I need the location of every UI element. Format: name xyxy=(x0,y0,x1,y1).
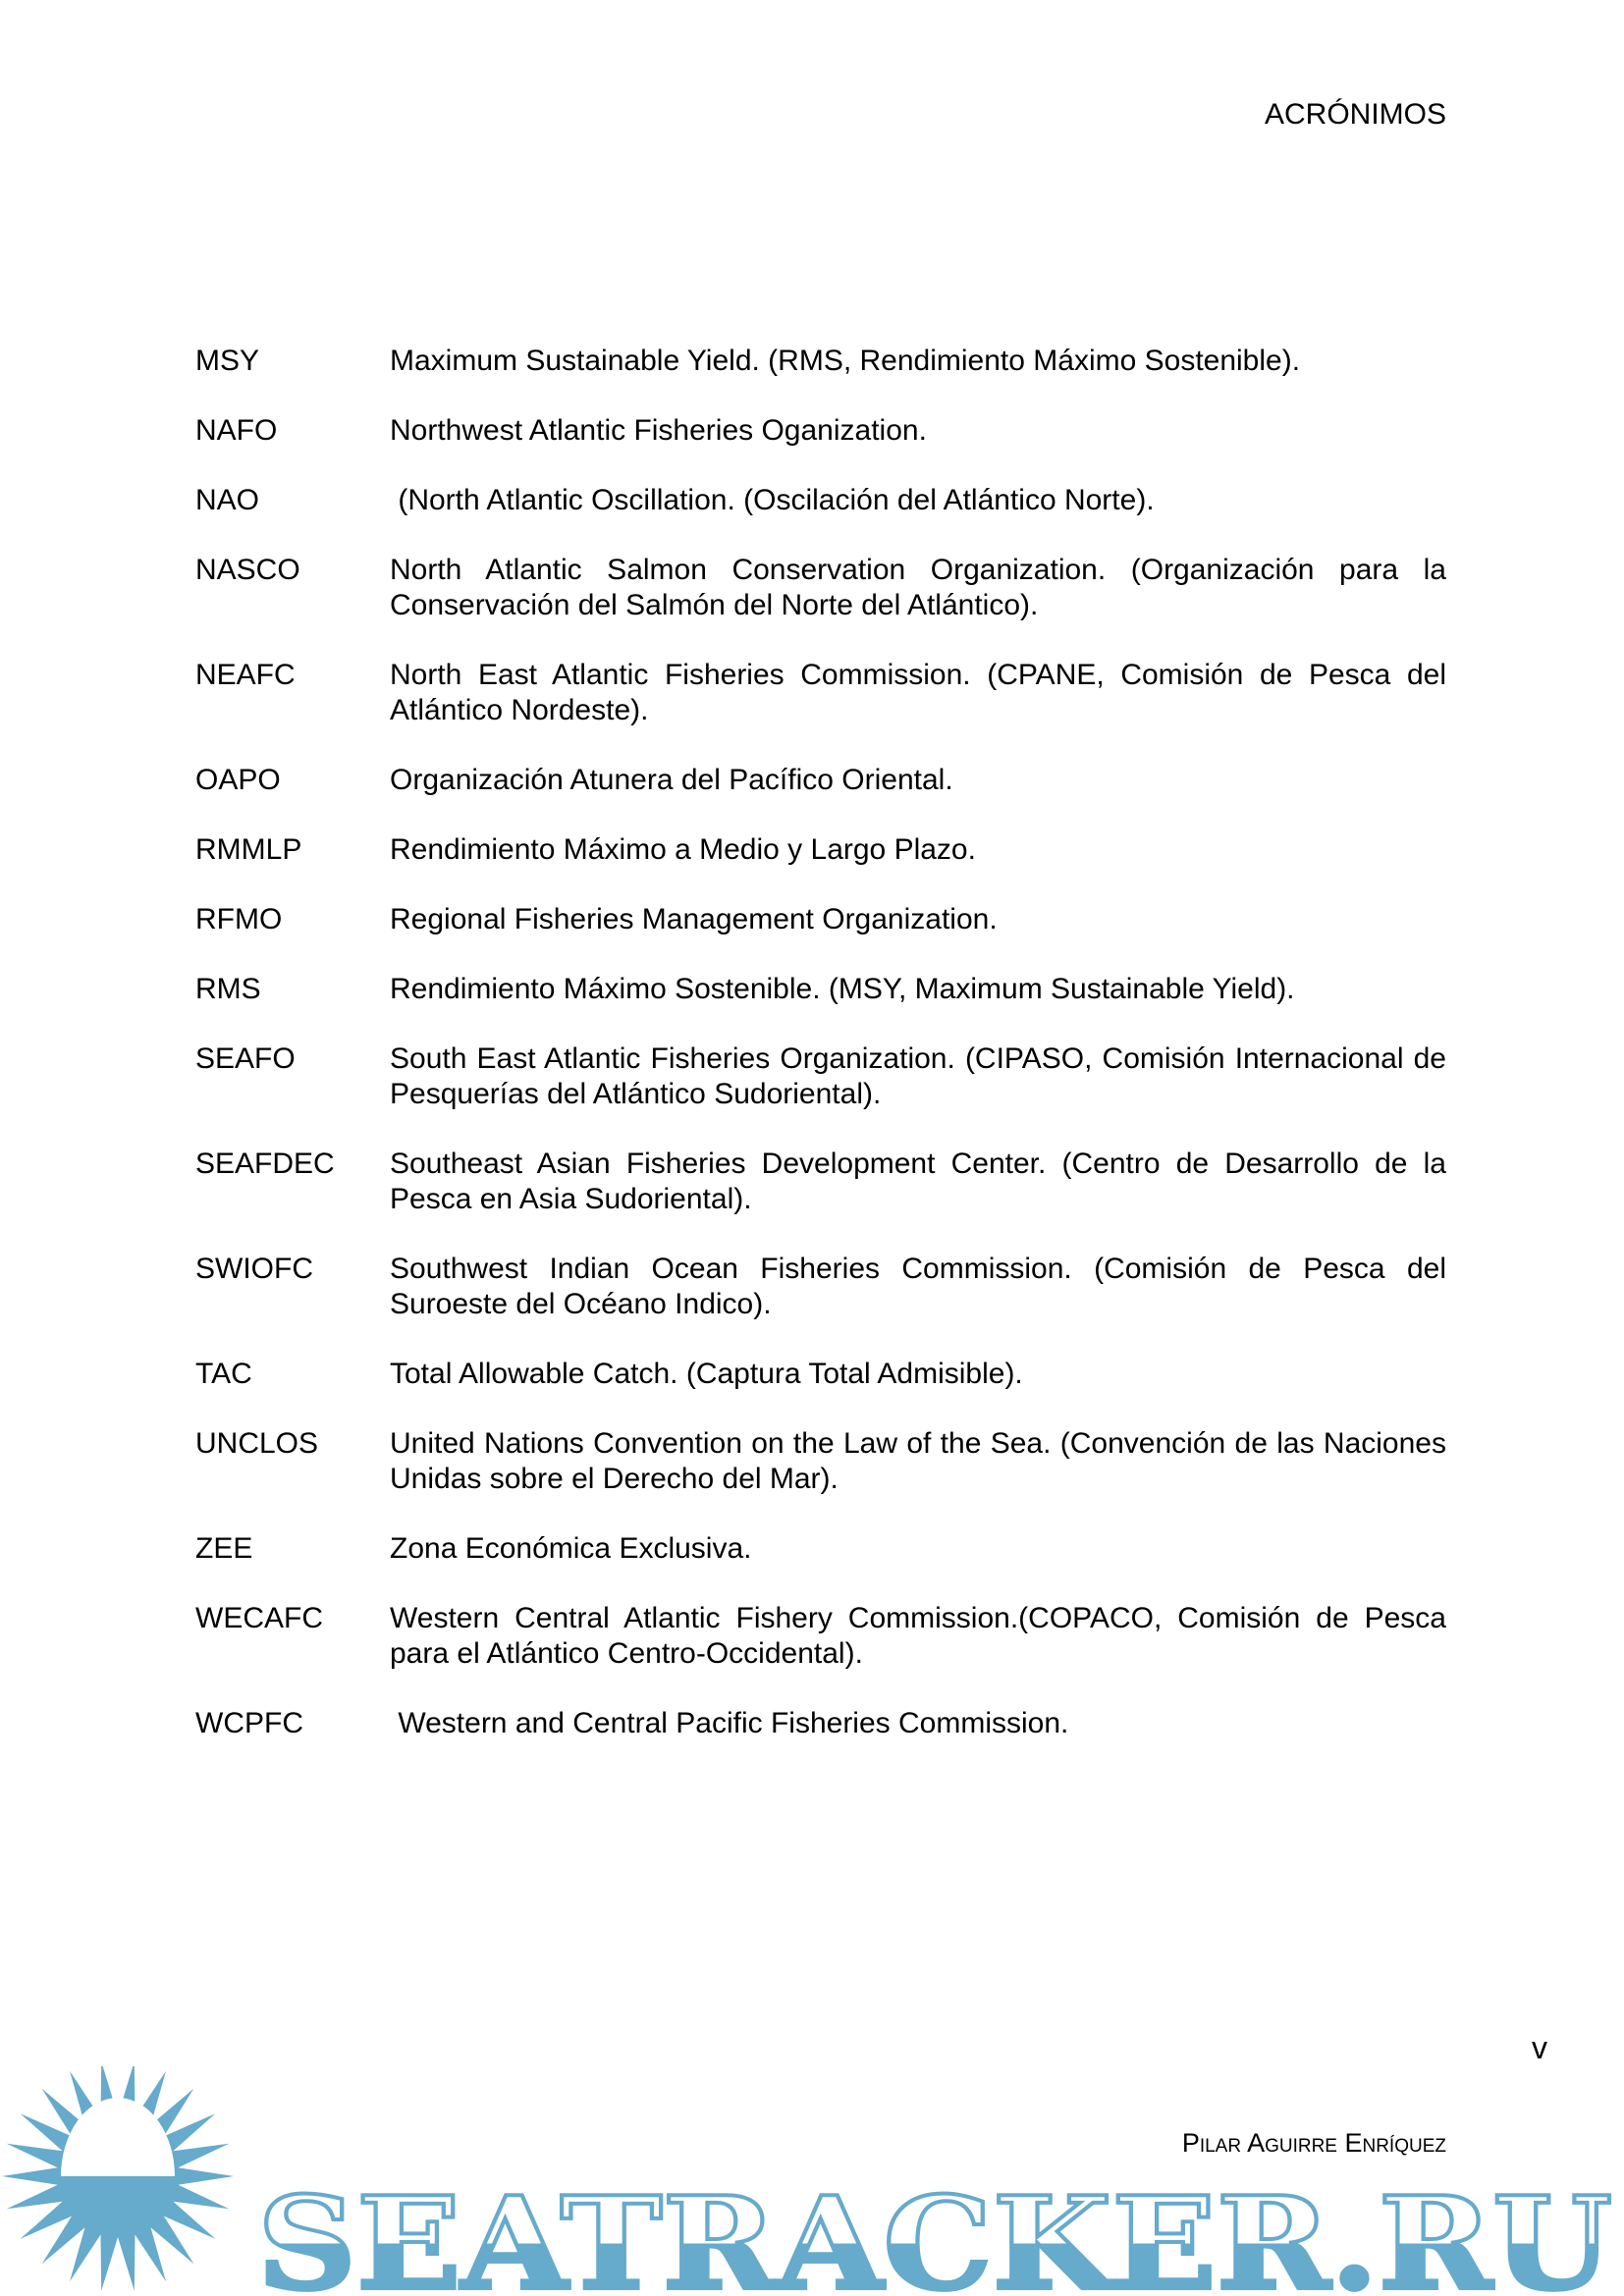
acronym-entry xyxy=(195,1601,1455,1672)
acronym: RMS xyxy=(195,973,261,1005)
acronym-definition: Regional Fisheries Management Organization. xyxy=(390,903,998,935)
acronym: NAO xyxy=(195,484,260,516)
acronym-entry xyxy=(195,902,1446,937)
acronym: MSY xyxy=(195,345,260,377)
acronym-definition: United Nations Convention on the Law of the Sea. (Convención de las Naciones Unidas sobre el Derecho del Mar). xyxy=(390,1427,1455,1495)
acronym-entry xyxy=(195,658,1453,728)
acronym-entry xyxy=(195,344,1446,379)
acronym-definition: Rendimiento Máximo a Medio y Largo Plazo. xyxy=(390,833,976,866)
page-number: v xyxy=(1532,2030,1547,2065)
acronym-definition: Western Central Atlantic Fishery Commission.(COPACO, Comisión de Pesca para el Atlántico Centro-Occidental). xyxy=(390,1602,1455,1670)
acronym-entry xyxy=(195,1706,1446,1741)
acronym: UNCLOS xyxy=(195,1427,319,1460)
acronym: RFMO xyxy=(195,903,283,935)
acronym-entry xyxy=(195,413,1446,449)
acronym-definition: Zona Económica Exclusiva. xyxy=(390,1532,752,1565)
acronym-entry xyxy=(195,832,1446,868)
acronym-entry xyxy=(195,972,1446,1007)
acronym-definition: Southwest Indian Ocean Fisheries Commission. (Comisión de Pesca del Suroeste del Océano Indico). xyxy=(390,1253,1455,1320)
acronym-entry xyxy=(195,483,1446,518)
acronym-definition: Northwest Atlantic Fisheries Oganization. xyxy=(390,414,927,447)
acronym-definition: Rendimiento Máximo Sostenible. (MSY, Maximum Sustainable Yield). xyxy=(390,973,1295,1005)
acronym-definition: South East Atlantic Fisheries Organization. (CIPASO, Comisión Internacional de Pesquerías del Atlántico Sudoriental). xyxy=(390,1042,1455,1110)
acronym: WCPFC xyxy=(195,1707,303,1739)
acronym-definition: Total Allowable Catch. (Captura Total Admisible). xyxy=(390,1358,1023,1390)
acronym-definition: Southeast Asian Fisheries Development Center. (Centro de Desarrollo de la Pesca en Asia Sudoriental). xyxy=(390,1148,1455,1215)
acronym: SWIOFC xyxy=(195,1253,313,1285)
page-header-title: ACRÓNIMOS xyxy=(1264,98,1446,131)
acronym: NEAFC xyxy=(195,659,296,691)
acronym-entry xyxy=(195,1426,1455,1497)
acronym: RMMLP xyxy=(195,833,302,866)
acronym: ZEE xyxy=(195,1532,253,1565)
acronym-entry xyxy=(195,1531,1446,1567)
acronym-entry xyxy=(195,763,1446,798)
acronym-definition: North Atlantic Salmon Conservation Organization. (Organización para la Conservación del Salmón del Norte del Atlántico). xyxy=(390,554,1455,621)
acronym-entry xyxy=(195,1041,1455,1112)
acronym: SEAFDEC xyxy=(195,1148,335,1180)
acronym-entry xyxy=(195,1357,1446,1392)
acronym: TAC xyxy=(195,1358,252,1390)
acronym: SEAFO xyxy=(195,1042,296,1075)
acronym: WECAFC xyxy=(195,1602,323,1634)
acronym-definition: North East Atlantic Fisheries Commission. (CPANE, Comisión de Pesca del Atlántico Nordeste). xyxy=(390,659,1453,726)
acronym-definition: (North Atlantic Oscillation. (Oscilación del Atlántico Norte). xyxy=(390,484,1155,516)
watermark-logo xyxy=(0,2066,1624,2296)
acronym-definition: Organización Atunera del Pacífico Oriental. xyxy=(390,764,953,796)
sun-icon xyxy=(2,2066,234,2291)
acronym: NASCO xyxy=(195,554,300,586)
acronym-entry xyxy=(195,1252,1455,1322)
acronym-entry xyxy=(195,553,1455,623)
footer-author: Pilar Aguirre Enríquez xyxy=(1181,2128,1446,2158)
watermark-text: SEATRACKER.RU xyxy=(257,2168,1612,2296)
acronym-list xyxy=(195,344,1455,1776)
acronym-definition: Western and Central Pacific Fisheries Commission. xyxy=(390,1707,1069,1739)
acronym: NAFO xyxy=(195,414,278,447)
acronym-entry xyxy=(195,1147,1455,1217)
acronym: OAPO xyxy=(195,764,281,796)
acronym-definition: Maximum Sustainable Yield. (RMS, Rendimiento Máximo Sostenible). xyxy=(390,345,1301,377)
